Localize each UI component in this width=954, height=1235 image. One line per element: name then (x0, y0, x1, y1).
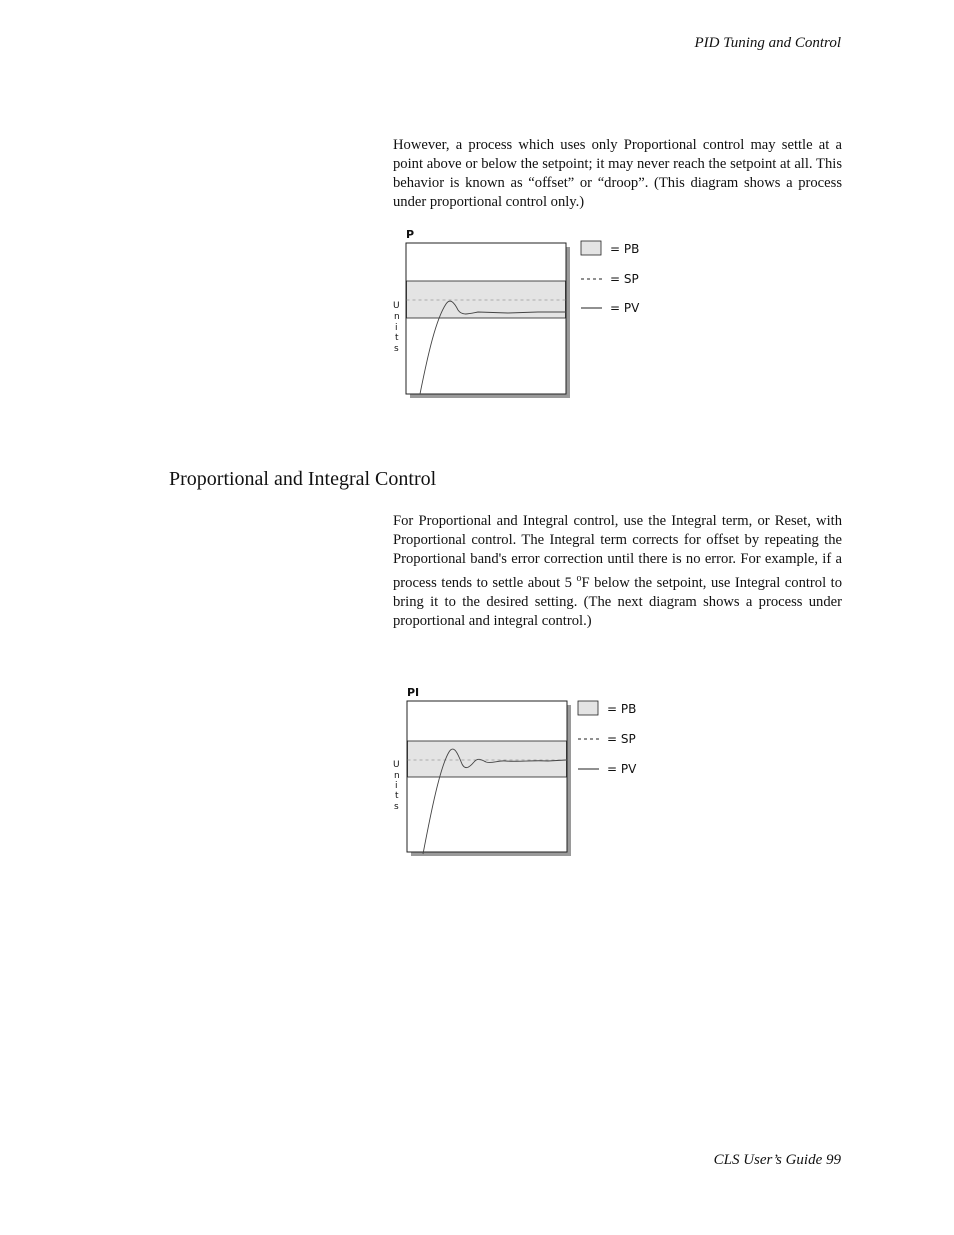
offset-paragraph: However, a process which uses only Proportional control may settle at a point above or below the setpoint; it may never reach the setpoint at all. This behavior is known as “offset” or “droop”. (This diagram shows a process under proportional control only.) (393, 137, 842, 210)
units-axis-label (393, 301, 400, 354)
axis-letter: s (394, 344, 399, 354)
units-axis-label (393, 760, 400, 812)
axis-letter: U (393, 760, 400, 770)
plot-frame (406, 243, 566, 394)
legend-sp-label: = SP (607, 732, 636, 746)
running-footer: CLS User’s Guide 99 (713, 1152, 841, 1168)
running-header: PID Tuning and Control (694, 35, 841, 51)
pi-control-diagram (388, 682, 658, 862)
section-heading: Proportional and Integral Control (169, 468, 437, 490)
axis-letter: U (393, 301, 400, 311)
pi-paragraph (393, 512, 842, 631)
legend-sp-label: = SP (610, 272, 639, 286)
legend-pb-swatch (581, 241, 601, 255)
legend (581, 241, 640, 315)
p-control-diagram (388, 224, 658, 404)
legend-pv-label: = PV (607, 762, 637, 776)
axis-letter: n (394, 771, 400, 781)
p-diagram-title: P (406, 228, 415, 241)
axis-letter: t (395, 791, 399, 801)
axis-letter: s (394, 802, 399, 812)
axis-letter: n (394, 312, 400, 322)
axis-letter: i (395, 323, 398, 333)
pi-paragraph-text: For Proportional and Integral control, use the Integral term, or Reset, with Proportional control. The Integral term corrects for offset by repeating the Proportional band's error correction until there is no error. For example, if a process tends to settle about 5 (393, 513, 842, 591)
pi-paragraph-text-continued: F below the setpoint, use Integral control to bring it to the desired setting. (The next diagram shows a process under proportional and integral control.) (393, 574, 842, 629)
legend-pb-label: = PB (607, 702, 637, 716)
legend (578, 701, 637, 776)
axis-letter: i (395, 781, 398, 791)
degree-symbol: o (576, 573, 582, 584)
pi-diagram-title: PI (407, 686, 420, 699)
legend-pb-label: = PB (610, 242, 640, 256)
axis-letter: t (395, 333, 399, 343)
proportional-band (408, 741, 567, 777)
legend-pb-swatch (578, 701, 598, 715)
legend-pv-label: = PV (610, 301, 640, 315)
